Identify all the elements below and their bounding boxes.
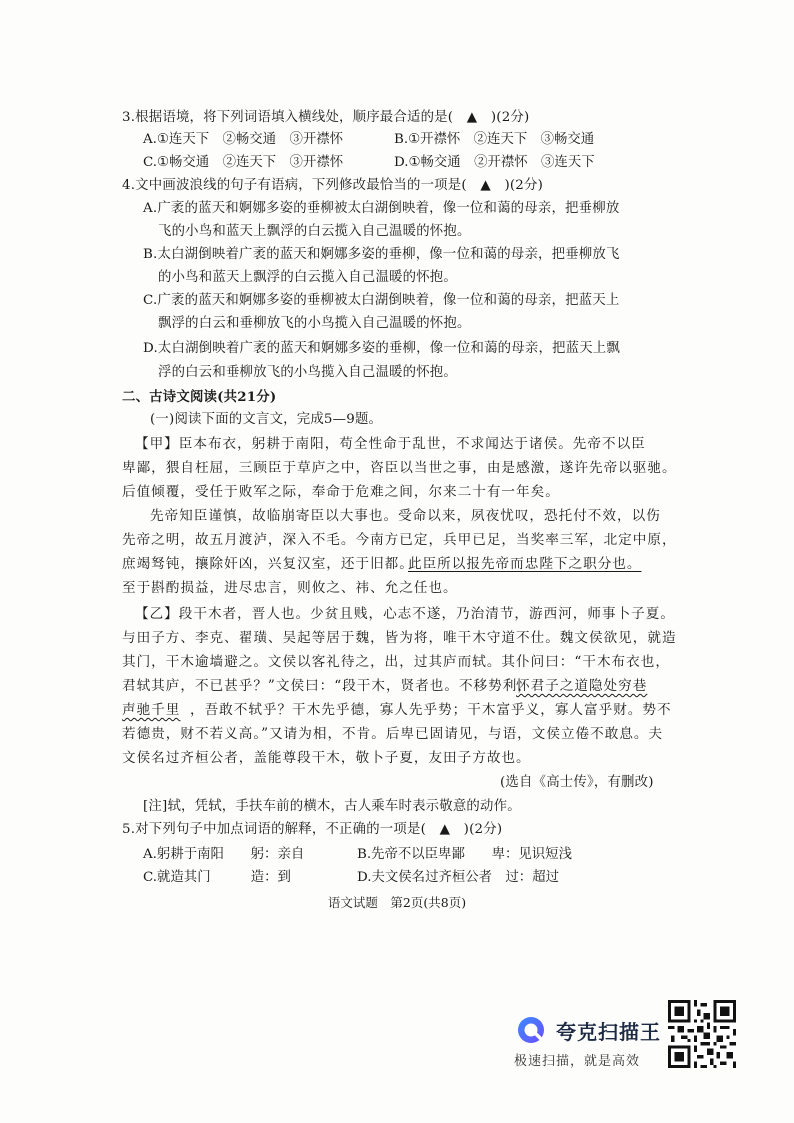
passage-yi-line: 与田子方、李克、翟璜、吴起等居于魏，皆为将，唯干木守道不仕。魏文侯欲见，就造 <box>122 630 677 646</box>
quark-scan-logo-icon <box>514 1014 550 1046</box>
q3-option-b: B.①开襟怀 ②连天下 ③畅交通 <box>394 132 595 147</box>
q4-option-d-line1: D.太白湖倒映着广袤的蓝天和婀娜多姿的垂柳，像一位和蔼的母亲，把蓝天上飘 <box>143 341 620 356</box>
passage-yi-line: 文侯名过齐桓公者，盖能尊段干木，敬卜子夏，友田子方故也。 <box>122 750 531 766</box>
q4-option-b-line2: 的小鸟和蓝天上飘浮的白云揽入自己温暖的怀抱。 <box>158 270 457 285</box>
passage-yi-wavy-sentence-part1: 怀君子之道隐处穷巷 <box>516 678 648 694</box>
passage-jia-underlined-sentence: 此臣所以报先帝而忠陛下之职分也。 <box>408 556 642 572</box>
passage-yi-line: ，吾敢不轼乎？干木先乎德，寡人先乎势；干木富乎义，寡人富乎财。势不 <box>190 702 672 718</box>
passage-yi-line: 若德贵，财不若义高。”又请为相，不肯。后卑已固请见，与语，文侯立倦不敢息。夫 <box>122 726 664 742</box>
brand-name: 夸克扫描王 <box>556 1020 661 1044</box>
passage-source: (选自《高士传》，有删改) <box>500 775 654 790</box>
q3-option-c: C.①畅交通 ②连天下 ③开襟怀 <box>143 155 344 170</box>
q5-option-b: B.先帝不以臣卑鄙 卑：见识短浅 <box>357 847 572 862</box>
passage-jia-line: 【甲】臣本布衣，躬耕于南阳，苟全性命于乱世，不求闻达于诸侯。先帝不以臣 <box>135 436 646 452</box>
section-title: 二、古诗文阅读(共21分) <box>122 389 277 405</box>
passage-yi-line: 其门，干木逾墙避之。文侯以客礼待之，出，过其庐而轼。其仆问曰：“干木布衣也， <box>122 654 670 670</box>
q4-option-b-line1: B.太白湖倒映着广袤的蓝天和婀娜多姿的垂柳，像一位和蔼的母亲，把垂柳放飞 <box>143 247 620 262</box>
passage-jia-line: 先帝知臣谨慎，故临崩寄臣以大事也。受命以来，夙夜忧叹，恐托付不效，以伤 <box>150 508 661 524</box>
brand-slogan: 极速扫描，就是高效 <box>514 1054 641 1069</box>
q5-stem: 5.对下列句子中加点词语的解释，不正确的一项是( ▲ )(2分) <box>122 822 503 837</box>
q5-option-d: D.夫文侯名过齐桓公者 过：超过 <box>357 870 559 885</box>
qr-code-icon <box>668 1000 736 1068</box>
q3-option-a: A.①连天下 ②畅交通 ③开襟怀 <box>143 132 344 147</box>
page-footer: 语文试题 第2页(共8页) <box>327 895 467 910</box>
q4-option-d-line2: 浮的白云和垂柳放飞的小鸟揽入自己温暖的怀抱。 <box>158 365 457 380</box>
q5-option-c: C.就造其门 造：到 <box>143 870 291 885</box>
q3-option-d: D.①畅交通 ②开襟怀 ③连天下 <box>394 155 595 170</box>
passage-jia-line: 后值倾覆，受任于败军之际，奉命于危难之间，尔来二十有一年矣。 <box>122 484 560 500</box>
passage-yi-wavy-sentence-part2: 声驰千里 <box>122 702 181 718</box>
passage-yi-line: 【乙】段干木者，晋人也。少贫且贱，心志不遂，乃治清节，游西河，师事卜子夏。 <box>135 606 675 622</box>
passage-jia-line: 卑鄙，猥自枉屈，三顾臣于草庐之中，咨臣以当世之事，由是感激，遂许先帝以驱驰。 <box>122 460 677 476</box>
q4-option-a-line1: A.广袤的蓝天和婀娜多姿的垂柳被太白湖倒映着，像一位和蔼的母亲，把垂柳放 <box>143 201 620 216</box>
passage-note: [注]轼，凭轼，手扶车前的横木，古人乘车时表示敬意的动作。 <box>143 799 521 814</box>
passage-jia-line: 至于斟酌损益，进尽忠言，则攸之、祎、允之任也。 <box>122 580 458 596</box>
passage-jia-line: 先帝之明，故五月渡泸，深入不毛。今南方已定，兵甲已足，当奖率三军，北定中原， <box>122 532 677 548</box>
passage-yi-line: 君轼其庐，不已甚乎？”文侯曰：“段干木，贤者也。不移势利， <box>122 678 532 694</box>
q3-stem: 3.根据语境，将下列词语填入横线处，顺序最合适的是( ▲ )(2分) <box>122 110 530 125</box>
scanner-watermark <box>512 1010 661 1080</box>
q5-option-a: A.躬耕于南阳 躬：亲自 <box>143 847 305 862</box>
passage-jia-line: 庶竭驽钝，攘除奸凶，兴复汉室，还于旧都。 <box>122 556 414 572</box>
section-instruction: (一)阅读下面的文言文，完成5—9题。 <box>150 412 383 427</box>
q4-option-a-line2: 飞的小鸟和蓝天上飘浮的白云揽入自己温暖的怀抱。 <box>158 224 471 239</box>
q4-option-c-line1: C.广袤的蓝天和婀娜多姿的垂柳被太白湖倒映着，像一位和蔼的母亲，把蓝天上 <box>143 293 620 308</box>
q4-option-c-line2: 飘浮的白云和垂柳放飞的小鸟揽入自己温暖的怀抱。 <box>158 316 471 331</box>
q4-stem: 4.文中画波浪线的句子有语病，下列修改最恰当的一项是( ▲ )(2分) <box>122 178 544 193</box>
